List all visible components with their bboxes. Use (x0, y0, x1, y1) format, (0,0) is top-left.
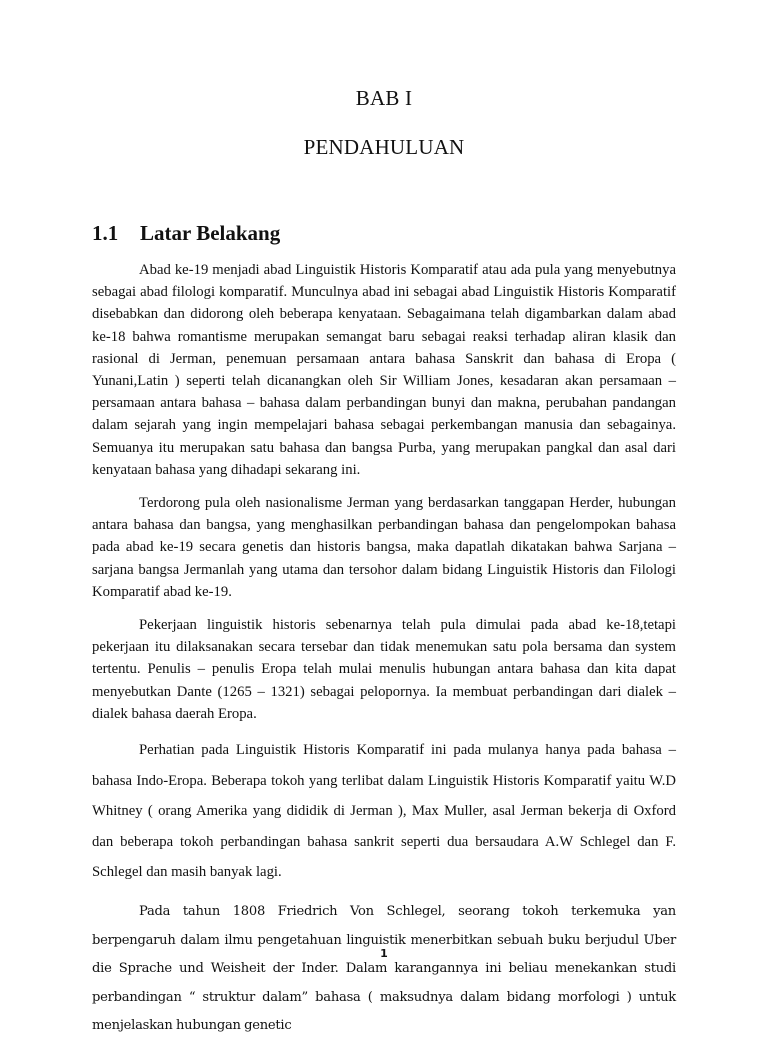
section-title: Latar Belakang (140, 221, 281, 245)
paragraph: Perhatian pada Linguistik Historis Komparatif ini pada mulanya hanya pada bahasa – bahasa Indo-Eropa. Beberapa tokoh yang terlibat dalam Linguistik Historis Komparatif yaitu W.D Whitney ( orang Amerika yang dididik di Jerman ), Max Muller, asal Jerman bekerja di Oxford dan beberapa tokoh perbandingan bahasa sankrit seperti dua bersaudara A.W Schlegel dan F. Schlegel dan masih banyak lagi. (92, 742, 676, 881)
body-text (92, 259, 676, 1041)
page-number: 1 (380, 947, 388, 960)
paragraph: Pada tahun 1808 Friedrich Von Schlegel, seorang tokoh terkemuka yan berpengaruh dalam ilmu pengetahuan linguistik menerbitkan sebuah buku berjudul Uber die Sprache und Weisheit der Inder. Dalam karangannya ini beliau menekankan studi perbandingan “ struktur dalam” bahasa ( maksudnya dalam bidang morfologi ) untuk menjelaskan hubungan genetic (92, 904, 676, 1034)
chapter-number: BAB I (355, 86, 413, 110)
paragraph: Pekerjaan linguistik historis sebenarnya telah pula dimulai pada abad ke-18,tetapi pekerjaan itu dilaksanakan secara tersebar dan tidak menemukan satu pola bersama dan system tertentu. Penulis – penulis Eropa telah mulai menulis hubungan antara bahasa dan kita dapat menyebutkan Dante (1265 – 1321) sebagai pelopornya. Ia membuat perbandingan dari dialek – dialek bahasa daerah Eropa. (92, 617, 676, 722)
section-heading (92, 221, 280, 246)
section-number: 1.1 (92, 221, 119, 245)
chapter-title: PENDAHULUAN (303, 135, 465, 159)
paragraph: Abad ke-19 menjadi abad Linguistik Historis Komparatif atau ada pula yang menyebutnya sebagai abad filologi komparatif. Munculnya abad ini sebagai abad Linguistik Historis Komparatif disebabkan dan didorong oleh beberapa kenyataan. Sebagaimana telah digambarkan dalam abad ke-18 bahwa romantisme merupakan semangat baru sebagai reaksi terhadap aliran klasik dan rasional di Jerman, penemuan persamaan antara bahasa Sanskrit dan bahasa di Eropa ( Yunani,Latin ) seperti telah dicanangkan oleh Sir William Jones, kesadaran akan persamaan – persamaan antara bahasa – bahasa dalam perbandingan bunyi dan makna, perubahan pandangan dalam sejarah yang ingin mempelajari bahasa sebagai perkembangan manusia dan sebagainya. Semuanya itu merupakan satu bahasa dan bangsa Purba, yang merupakan pangkal dan asal dari kenyataan bahasa yang dihadapi sekarang ini. (92, 262, 676, 478)
paragraph: Terdorong pula oleh nasionalisme Jerman yang berdasarkan tanggapan Herder, hubungan antara bahasa dan bangsa, yang menghasilkan perbandingan bahasa dan pengelompokan bahasa pada abad ke-19 secara genetis dan historis bangsa, maka dapatlah dikatakan bahwa Sarjana – sarjana bangsa Jermanlah yang utama dan tersohor dalam bidang Linguistik Historis dan Filologi Komparatif abad ke-19. (92, 495, 676, 600)
